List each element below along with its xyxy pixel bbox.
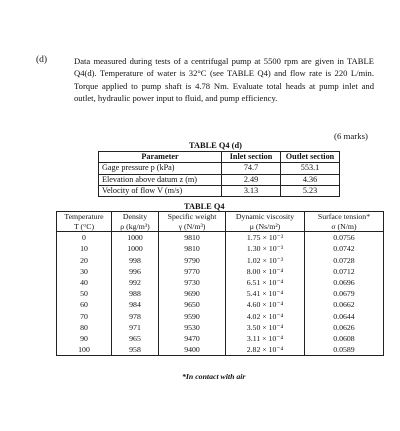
table-cell: 0.0626 (305, 322, 384, 333)
table-cell: 3.50 × 10⁻⁴ (226, 322, 305, 333)
table-cell: 996 (112, 266, 159, 277)
table-q4-header: Surface tension* (305, 212, 384, 222)
table-cell: 988 (112, 288, 159, 299)
table-row (57, 344, 384, 356)
table-q4-unit: T (°C) (57, 222, 112, 232)
table-cell: 20 (57, 255, 112, 266)
table-cell: 90 (57, 333, 112, 344)
table-q4d-header: Inlet section (222, 152, 281, 163)
table-cell: 9530 (159, 322, 226, 333)
table-q4-footnote: *In contact with air (182, 372, 246, 381)
table-cell: 0.0742 (305, 243, 384, 254)
table-row (57, 311, 384, 322)
table-cell: 10 (57, 243, 112, 254)
table-cell: 0.0644 (305, 311, 384, 322)
table-cell: 992 (112, 277, 159, 288)
table-cell: 9810 (159, 232, 226, 244)
table-cell: 0.0589 (305, 344, 384, 356)
table-q4 (56, 211, 384, 356)
table-cell: 100 (57, 344, 112, 356)
table-cell: 965 (112, 333, 159, 344)
table-cell: 9690 (159, 288, 226, 299)
table-cell: 0 (57, 232, 112, 244)
table-cell: 9470 (159, 333, 226, 344)
table-cell: 9810 (159, 243, 226, 254)
table-cell: 1.75 × 10⁻³ (226, 232, 305, 244)
table-cell: 5.23 (281, 185, 340, 196)
table-q4-header: Density (112, 212, 159, 222)
table-q4d (98, 151, 340, 197)
table-cell: Gage pressure p (kPa) (99, 163, 222, 174)
table-q4-header: Temperature (57, 212, 112, 222)
table-q4-header: Dynamic viscosity (226, 212, 305, 222)
table-cell: 0.0728 (305, 255, 384, 266)
table-q4-unit: σ (N/m) (305, 222, 384, 232)
table-cell: 1000 (112, 243, 159, 254)
table-cell: 30 (57, 266, 112, 277)
table-row (99, 185, 340, 196)
table-cell: 1000 (112, 232, 159, 244)
table-q4-caption: TABLE Q4 (184, 202, 225, 211)
table-row (57, 299, 384, 310)
table-cell: 0.0679 (305, 288, 384, 299)
table-q4-header: Specific weight (159, 212, 226, 222)
table-q4-unit: γ (N/m³) (159, 222, 226, 232)
table-cell: 0.0756 (305, 232, 384, 244)
table-cell: 9590 (159, 311, 226, 322)
table-row (57, 232, 384, 244)
table-cell: 4.36 (281, 174, 340, 185)
table-row (57, 333, 384, 344)
table-q4-unit: μ (Ns/m²) (226, 222, 305, 232)
table-row (57, 288, 384, 299)
table-cell: 74.7 (222, 163, 281, 174)
table-cell: 1.02 × 10⁻³ (226, 255, 305, 266)
table-cell: 0.0662 (305, 299, 384, 310)
table-cell: 9730 (159, 277, 226, 288)
table-row (57, 266, 384, 277)
table-cell: 0.0696 (305, 277, 384, 288)
table-cell: 984 (112, 299, 159, 310)
table-cell: 60 (57, 299, 112, 310)
table-row (57, 277, 384, 288)
table-cell: 4.02 × 10⁻⁴ (226, 311, 305, 322)
table-q4d-header: Parameter (99, 152, 222, 163)
table-cell: Elevation above datum z (m) (99, 174, 222, 185)
table-cell: 2.49 (222, 174, 281, 185)
table-cell: 958 (112, 344, 159, 356)
table-row (57, 243, 384, 254)
table-q4d-header: Outlet section (281, 152, 340, 163)
table-cell: 3.13 (222, 185, 281, 196)
table-cell: 998 (112, 255, 159, 266)
table-cell: 9400 (159, 344, 226, 356)
table-cell: 553.1 (281, 163, 340, 174)
table-cell: 50 (57, 288, 112, 299)
table-row (99, 163, 340, 174)
table-cell: Velocity of flow V (m/s) (99, 185, 222, 196)
table-cell: 9650 (159, 299, 226, 310)
table-cell: 6.51 × 10⁻⁴ (226, 277, 305, 288)
table-cell: 0.0712 (305, 266, 384, 277)
table-cell: 9790 (159, 255, 226, 266)
table-cell: 70 (57, 311, 112, 322)
marks-label: (6 marks) (334, 131, 368, 141)
table-row (57, 322, 384, 333)
table-cell: 1.30 × 10⁻³ (226, 243, 305, 254)
question-label: (d) (36, 55, 48, 65)
table-cell: 3.11 × 10⁻⁴ (226, 333, 305, 344)
table-q4d-caption: TABLE Q4 (d) (189, 141, 242, 150)
table-cell: 80 (57, 322, 112, 333)
table-cell: 4.60 × 10⁻⁴ (226, 299, 305, 310)
table-cell: 971 (112, 322, 159, 333)
table-cell: 5.41 × 10⁻⁴ (226, 288, 305, 299)
table-row (99, 174, 340, 185)
table-cell: 2.82 × 10⁻⁴ (226, 344, 305, 356)
table-cell: 978 (112, 311, 159, 322)
table-cell: 0.0608 (305, 333, 384, 344)
table-q4-unit: ρ (kg/m³) (112, 222, 159, 232)
table-row (57, 255, 384, 266)
table-cell: 9770 (159, 266, 226, 277)
question-text: Data measured during tests of a centrifugal pump at 5500 rpm are given in TABLE Q4(d). Temperature of water is 32°C (see TABLE Q4) and flow rate is 220 L/min. Torque applied to pump shaft is 4.78 Nm. Evaluate total heads at pump inlet and outlet, hydraulic power input to fluid, and pump efficiency. (74, 56, 374, 104)
table-cell: 8.00 × 10⁻⁴ (226, 266, 305, 277)
table-cell: 40 (57, 277, 112, 288)
